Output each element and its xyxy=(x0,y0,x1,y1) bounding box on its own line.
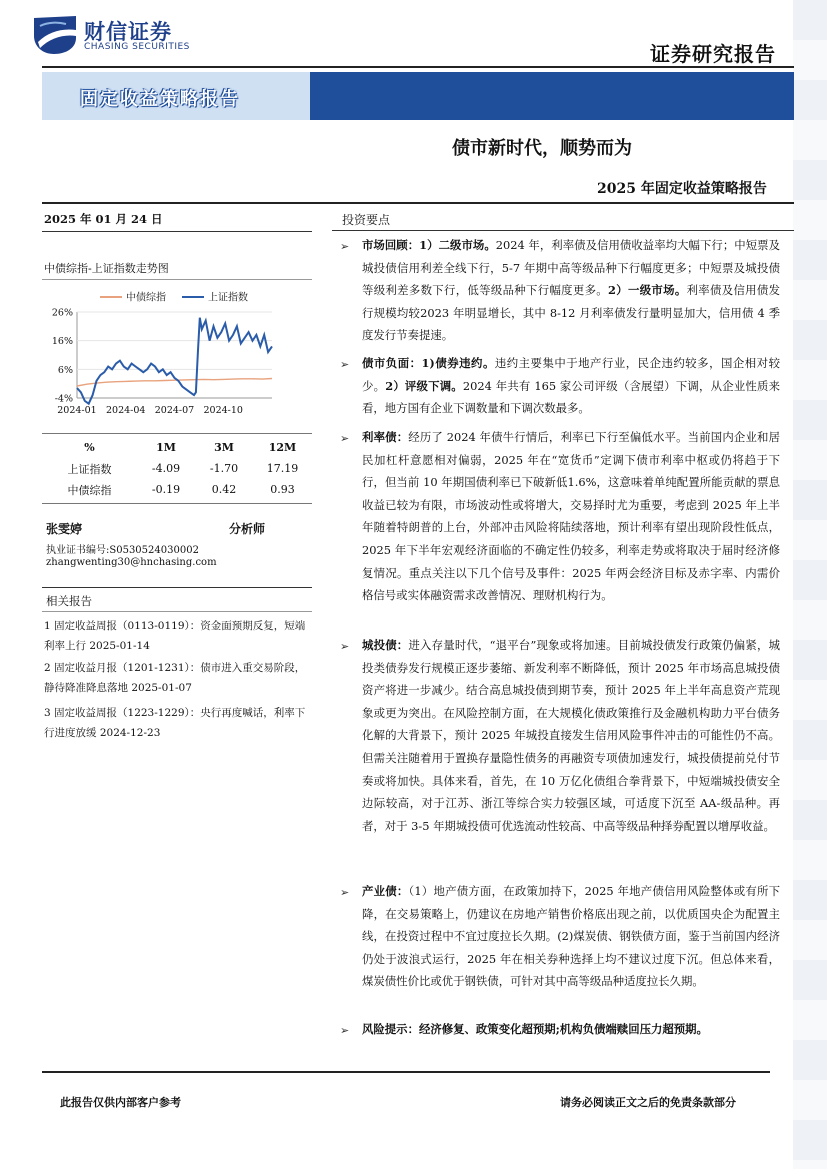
related-top-rule xyxy=(42,587,312,588)
table-header-cell: % xyxy=(84,441,95,454)
section-text: 2024 年共有 165 家公司评级（含展望）下调，从企业性质来看，地方国有企业下调数量和下调次数最多。 xyxy=(362,378,780,416)
table-top-rule xyxy=(42,433,312,434)
section-lead: 市场回顾：1）二级市场。 xyxy=(362,238,496,252)
section-text: 进入存量时代，“退平台”现象或将加速。目前城投债发行政策仍偏紧，城投类债券发行规模正逐步萎缩、新发利率不断降低，预计 2025 年市场高息城投债资产将进一步减少。结合高息城投债到期节奏，预计 2025 年上半年高息资产荒现象或更为突出。在风险控制方面，在大规模化债政策推行及金融机构助力平台债务化解的大背景下，预计 2025 年城投直接发生信用风险事件冲击的可能性仍不高。但需关注随着用于置换存量隐性债务的再融资专项债加速发行，城投债提前兑付节奏或将加快。具体来看，首先，在 10 万亿化债组合拳背景下，中短端城投债安全边际较高，对于江苏、浙江等综合实力较强区域，可适度下沉至 AA-级品种。再者，对于 3-5 年期城投债可优选流动性较高、中高等级品种择券配置以增厚收益。 xyxy=(362,638,780,833)
section-text: 2024 年，利率债及信用债收益率均大幅下行；中短票及城投债信用利差全线下行，5-7 年期中高等级品种下行幅度更多；中短票及城投债等级利差多数下行，低等级品种下行幅度更多。 xyxy=(362,238,780,298)
logo-chinese-name: 财信证券 xyxy=(84,20,172,44)
table-header-cell: 1M xyxy=(156,441,176,454)
index-chart-svg xyxy=(42,284,310,424)
key-points-title: 投资要点 xyxy=(342,213,391,227)
table-cell: 上证指数 xyxy=(67,462,112,476)
analyst-role: 分析师 xyxy=(229,522,266,536)
related-report-item[interactable]: 2 固定收益月报（1201-1231）：债市进入重交易阶段，静待降准降息落地 2025-01-07 xyxy=(44,662,306,694)
bullet-arrow-icon: ➢ xyxy=(340,240,350,253)
company-logo xyxy=(32,14,80,56)
analyst-cert: 执业证书编号:S0530524030002 xyxy=(46,545,199,556)
date-rule xyxy=(42,231,312,232)
key-points-title-bg xyxy=(332,208,794,231)
related-report-item[interactable]: 3 固定收益周报（1223-1229）：央行再度喊话，利率下行进度放缓 2024-12-23 xyxy=(44,707,306,739)
bullet-arrow-icon: ➢ xyxy=(340,1024,350,1037)
header-rule xyxy=(42,66,794,68)
analyst-name: 张雯婷 xyxy=(46,522,83,536)
x-tick-label: 2024-07 xyxy=(154,405,195,416)
report-date: 2025 年 01 月 24 日 xyxy=(44,212,163,226)
y-tick-label: -4% xyxy=(54,393,73,405)
section-rates xyxy=(362,426,780,607)
bullet-arrow-icon: ➢ xyxy=(340,432,350,445)
y-tick-label: 6% xyxy=(57,364,73,376)
section-text: 违约主要集中于地产行业，民企违约较多，国企相对较少。 xyxy=(362,356,780,393)
analyst-email[interactable]: zhangwenting30@hnchasing.com xyxy=(46,557,217,568)
report-type-label: 证券研究报告 xyxy=(650,42,776,66)
section-text: 经历了 2024 年债牛行情后，利率已下行至偏低水平。当前国内企业和居民加杠杆意愿相对偏弱，2025 年在“宽货币”定调下债市利率中枢或仍将趋于下行，但当前 10 年期国债利率已下破新低1.6%，这意味着单纯配置所能贡献的票息收益已较为有限，市场波动性或将增大，交易择时尤为重要，考虑到 2025 年上半年随着特朗普的上台，外部冲击风险将陆续落地，预计利率有望出现阶段性低点，2025 年下半年宏观经济面临的不确定性仍较多，利率走势或将取决于届时经济修复情况。重点关注以下几个信号及事件：2025 年两会经济目标及赤字率、内需价格信号或实体融资需求改善情况、理财机构行为。 xyxy=(362,430,780,603)
banner-title: 固定收益策略报告 xyxy=(80,89,240,110)
y-tick-label: 26% xyxy=(51,307,73,319)
logo-english-name: CHASING SECURITIES xyxy=(84,42,190,52)
section-lead: 风险提示：经济修复、政策变化超预期;机构负债端赎回压力超预期。 xyxy=(362,1022,708,1036)
section-industrial-bonds xyxy=(362,880,780,993)
page-edge-strip xyxy=(793,0,827,1169)
x-tick-label: 2024-04 xyxy=(106,405,146,416)
y-tick-label: 16% xyxy=(51,336,73,348)
series-line xyxy=(77,379,272,387)
table-cell: -0.19 xyxy=(151,483,181,496)
legend-label: 上证指数 xyxy=(208,292,248,304)
x-tick-label: 2024-10 xyxy=(203,405,243,416)
performance-table xyxy=(42,437,312,500)
table-cell: 0.42 xyxy=(211,483,237,496)
table-header-cell: 3M xyxy=(214,441,234,454)
report-title: 债市新时代，顺势而为 xyxy=(452,138,632,159)
section-text: 利率债及信用债发行规模均较2023 年明显增长，其中 8-12 月利率债发行量明显加大，信用债 4 季度发行节奏提速。 xyxy=(362,283,780,343)
index-chart xyxy=(42,284,310,424)
table-row xyxy=(42,479,312,500)
related-reports-title: 相关报告 xyxy=(46,594,92,608)
title-rule xyxy=(42,202,794,204)
section-lead: 债市负面：1)债券违约。 xyxy=(362,356,495,370)
section-text: （1）地产债方面，在政策加持下，2025 年地产债信用风险整体或有所下降，在交易策略上，仍建议在房地产销售价格底出现之前，以优质国央企为配置主线，在投资过程中不宜过度拉长久期。(2)煤炭债、钢铁债方面，鉴于当前国内经济仍处于波浪式运行，2025 年在相关券种选择上均不建议过度下沉。但总体来看，煤炭债性价比或优于钢铁债，可针对其中高等级品种适度拉长久期。 xyxy=(362,884,780,989)
bullet-arrow-icon: ➢ xyxy=(340,358,350,371)
bullet-arrow-icon: ➢ xyxy=(340,886,350,899)
table-row xyxy=(42,458,312,479)
section-lead: 2）一级市场。 xyxy=(608,283,687,298)
section-lead: 利率债： xyxy=(362,430,409,444)
section-lead: 2）评级下调。 xyxy=(385,378,463,393)
bullet-arrow-icon: ➢ xyxy=(340,640,350,653)
legend-label: 中债综指 xyxy=(126,292,166,304)
section-lead: 产业债： xyxy=(362,884,409,898)
table-header-row xyxy=(42,437,312,458)
table-cell: -1.70 xyxy=(209,462,239,475)
related-title-rule xyxy=(42,611,312,612)
section-risk-warning xyxy=(362,1018,780,1041)
table-cell: 0.93 xyxy=(270,483,295,496)
chart-title-rule xyxy=(42,279,312,280)
table-cell: 中债综指 xyxy=(67,483,112,497)
series-line xyxy=(77,318,272,404)
footer-left-note: 此报告仅供内部客户参考 xyxy=(60,1096,181,1109)
banner-right-block xyxy=(310,72,794,120)
table-header-cell: 12M xyxy=(268,441,297,454)
table-cell: 17.19 xyxy=(266,462,299,475)
footer-right-note: 请务必阅读正文之后的免责条款部分 xyxy=(560,1096,736,1109)
logo-mark-icon xyxy=(32,14,80,56)
section-lgfv-bonds xyxy=(362,634,780,837)
section-lead: 城投债： xyxy=(362,638,409,652)
section-bond-negatives xyxy=(362,352,780,420)
footer-rule xyxy=(42,1071,770,1073)
related-report-item[interactable]: 1 固定收益周报（0113-0119）：资金面预期反复，短端利率上行 2025-01-14 xyxy=(44,620,306,652)
table-cell: -4.09 xyxy=(151,462,181,475)
x-tick-label: 2024-01 xyxy=(57,405,97,416)
table-bottom-rule xyxy=(42,503,312,504)
report-subtitle: 2025 年固定收益策略报告 xyxy=(597,181,767,197)
chart-title: 中债综指-上证指数走势图 xyxy=(44,262,169,275)
section-market-review xyxy=(362,234,780,347)
